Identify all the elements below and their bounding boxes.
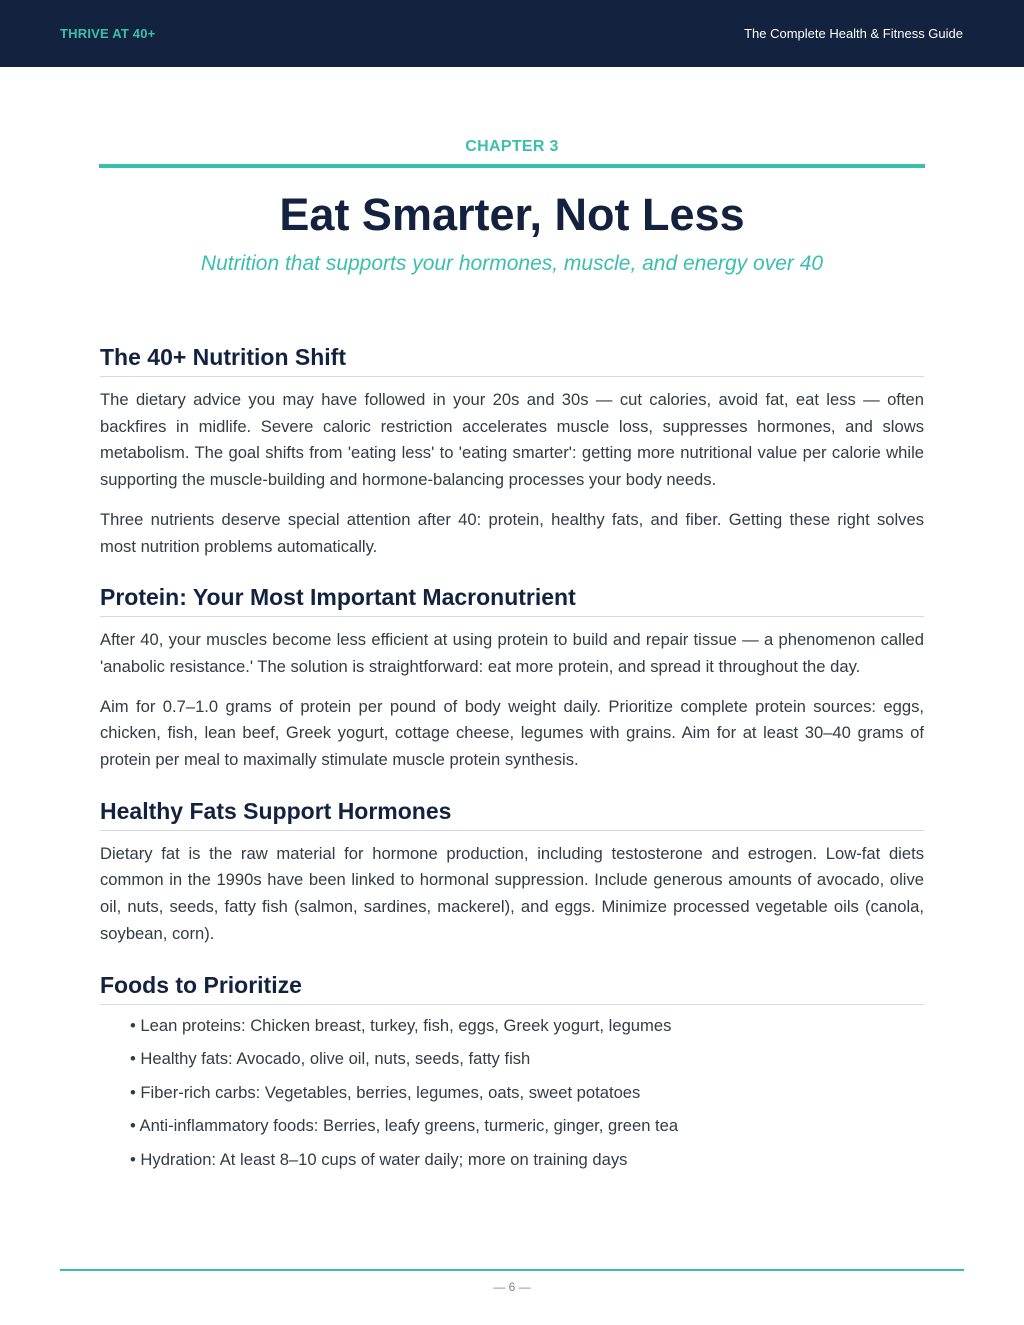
section-foods-to-prioritize [100, 968, 924, 1171]
body-paragraph: After 40, your muscles become less efficient at using protein to build and repair tissue — a phenomenon called 'anabolic resistance.' The solution is straightforward: eat more protein, and spread it throughout the day. [100, 630, 924, 676]
body-paragraph: Three nutrients deserve special attention after 40: protein, healthy fats, and fiber. Getting these right solves most nutrition problems automatically. [100, 509, 924, 556]
list-item: • Fiber-rich carbs: Vegetables, berries, legumes, oats, sweet potatoes [130, 1082, 641, 1102]
header-bar [0, 0, 1024, 67]
list-item: • Healthy fats: Avocado, olive oil, nuts, seeds, fatty fish [130, 1049, 531, 1069]
body-paragraph: Aim for 0.7–1.0 grams of protein per pound of body weight daily. Prioritize complete protein sources: eggs, chicken, fish, lean beef, Greek yogurt, cottage cheese, legumes with grains. Aim for at least 30–40 grams of protein per meal to maximally stimulate muscle protein synthesis. [100, 696, 924, 770]
chapter-title: Eat Smarter, Not Less [279, 189, 745, 240]
section-heading: Foods to Prioritize [100, 968, 924, 1005]
list-item: • Lean proteins: Chicken breast, turkey, fish, eggs, Greek yogurt, legumes [130, 1015, 672, 1035]
section-heading: The 40+ Nutrition Shift [100, 340, 924, 377]
section-heading: Protein: Your Most Important Macronutrient [100, 580, 924, 617]
section-heading: Healthy Fats Support Hormones [100, 794, 924, 831]
chapter-label: CHAPTER 3 [465, 138, 559, 155]
guide-title: The Complete Health & Fitness Guide [744, 26, 963, 41]
body-paragraph: The dietary advice you may have followed in your 20s and 30s — cut calories, avoid fat, eat less — often backfires in midlife. Severe caloric restriction accelerates muscle loss, suppresses hormones, and slows metabolism. The goal shifts from 'eating less' to 'eating smarter': getting more nutritional value per calorie while supporting the muscle-building and hormone-balancing processes your body needs. [100, 390, 924, 490]
body-paragraph: Dietary fat is the raw material for hormone production, including testosterone and estrogen. Low-fat diets common in the 1990s have been linked to hormonal suppression. Include generous amounts of avocado, olive oil, nuts, seeds, fatty fish (salmon, sardines, mackerel), and eggs. Minimize processed vegetable oils (canola, soybean, corn). [100, 843, 924, 943]
list-item: • Anti-inflammatory foods: Berries, leafy greens, turmeric, ginger, green tea [130, 1116, 679, 1136]
page-number: — 6 — [493, 1280, 531, 1294]
chapter-divider [99, 164, 925, 168]
chapter-body [100, 340, 924, 1191]
food-list [100, 1015, 924, 1171]
section-healthy-fats [100, 794, 924, 948]
chapter-subtitle: Nutrition that supports your hormones, muscle, and energy over 40 [200, 252, 824, 275]
brand-name: THRIVE AT 40+ [60, 26, 156, 41]
footer-divider [60, 1269, 964, 1271]
list-item: • Hydration: At least 8–10 cups of water daily; more on training days [130, 1149, 628, 1169]
section-protein [100, 580, 924, 774]
section-nutrition-shift [100, 340, 924, 560]
